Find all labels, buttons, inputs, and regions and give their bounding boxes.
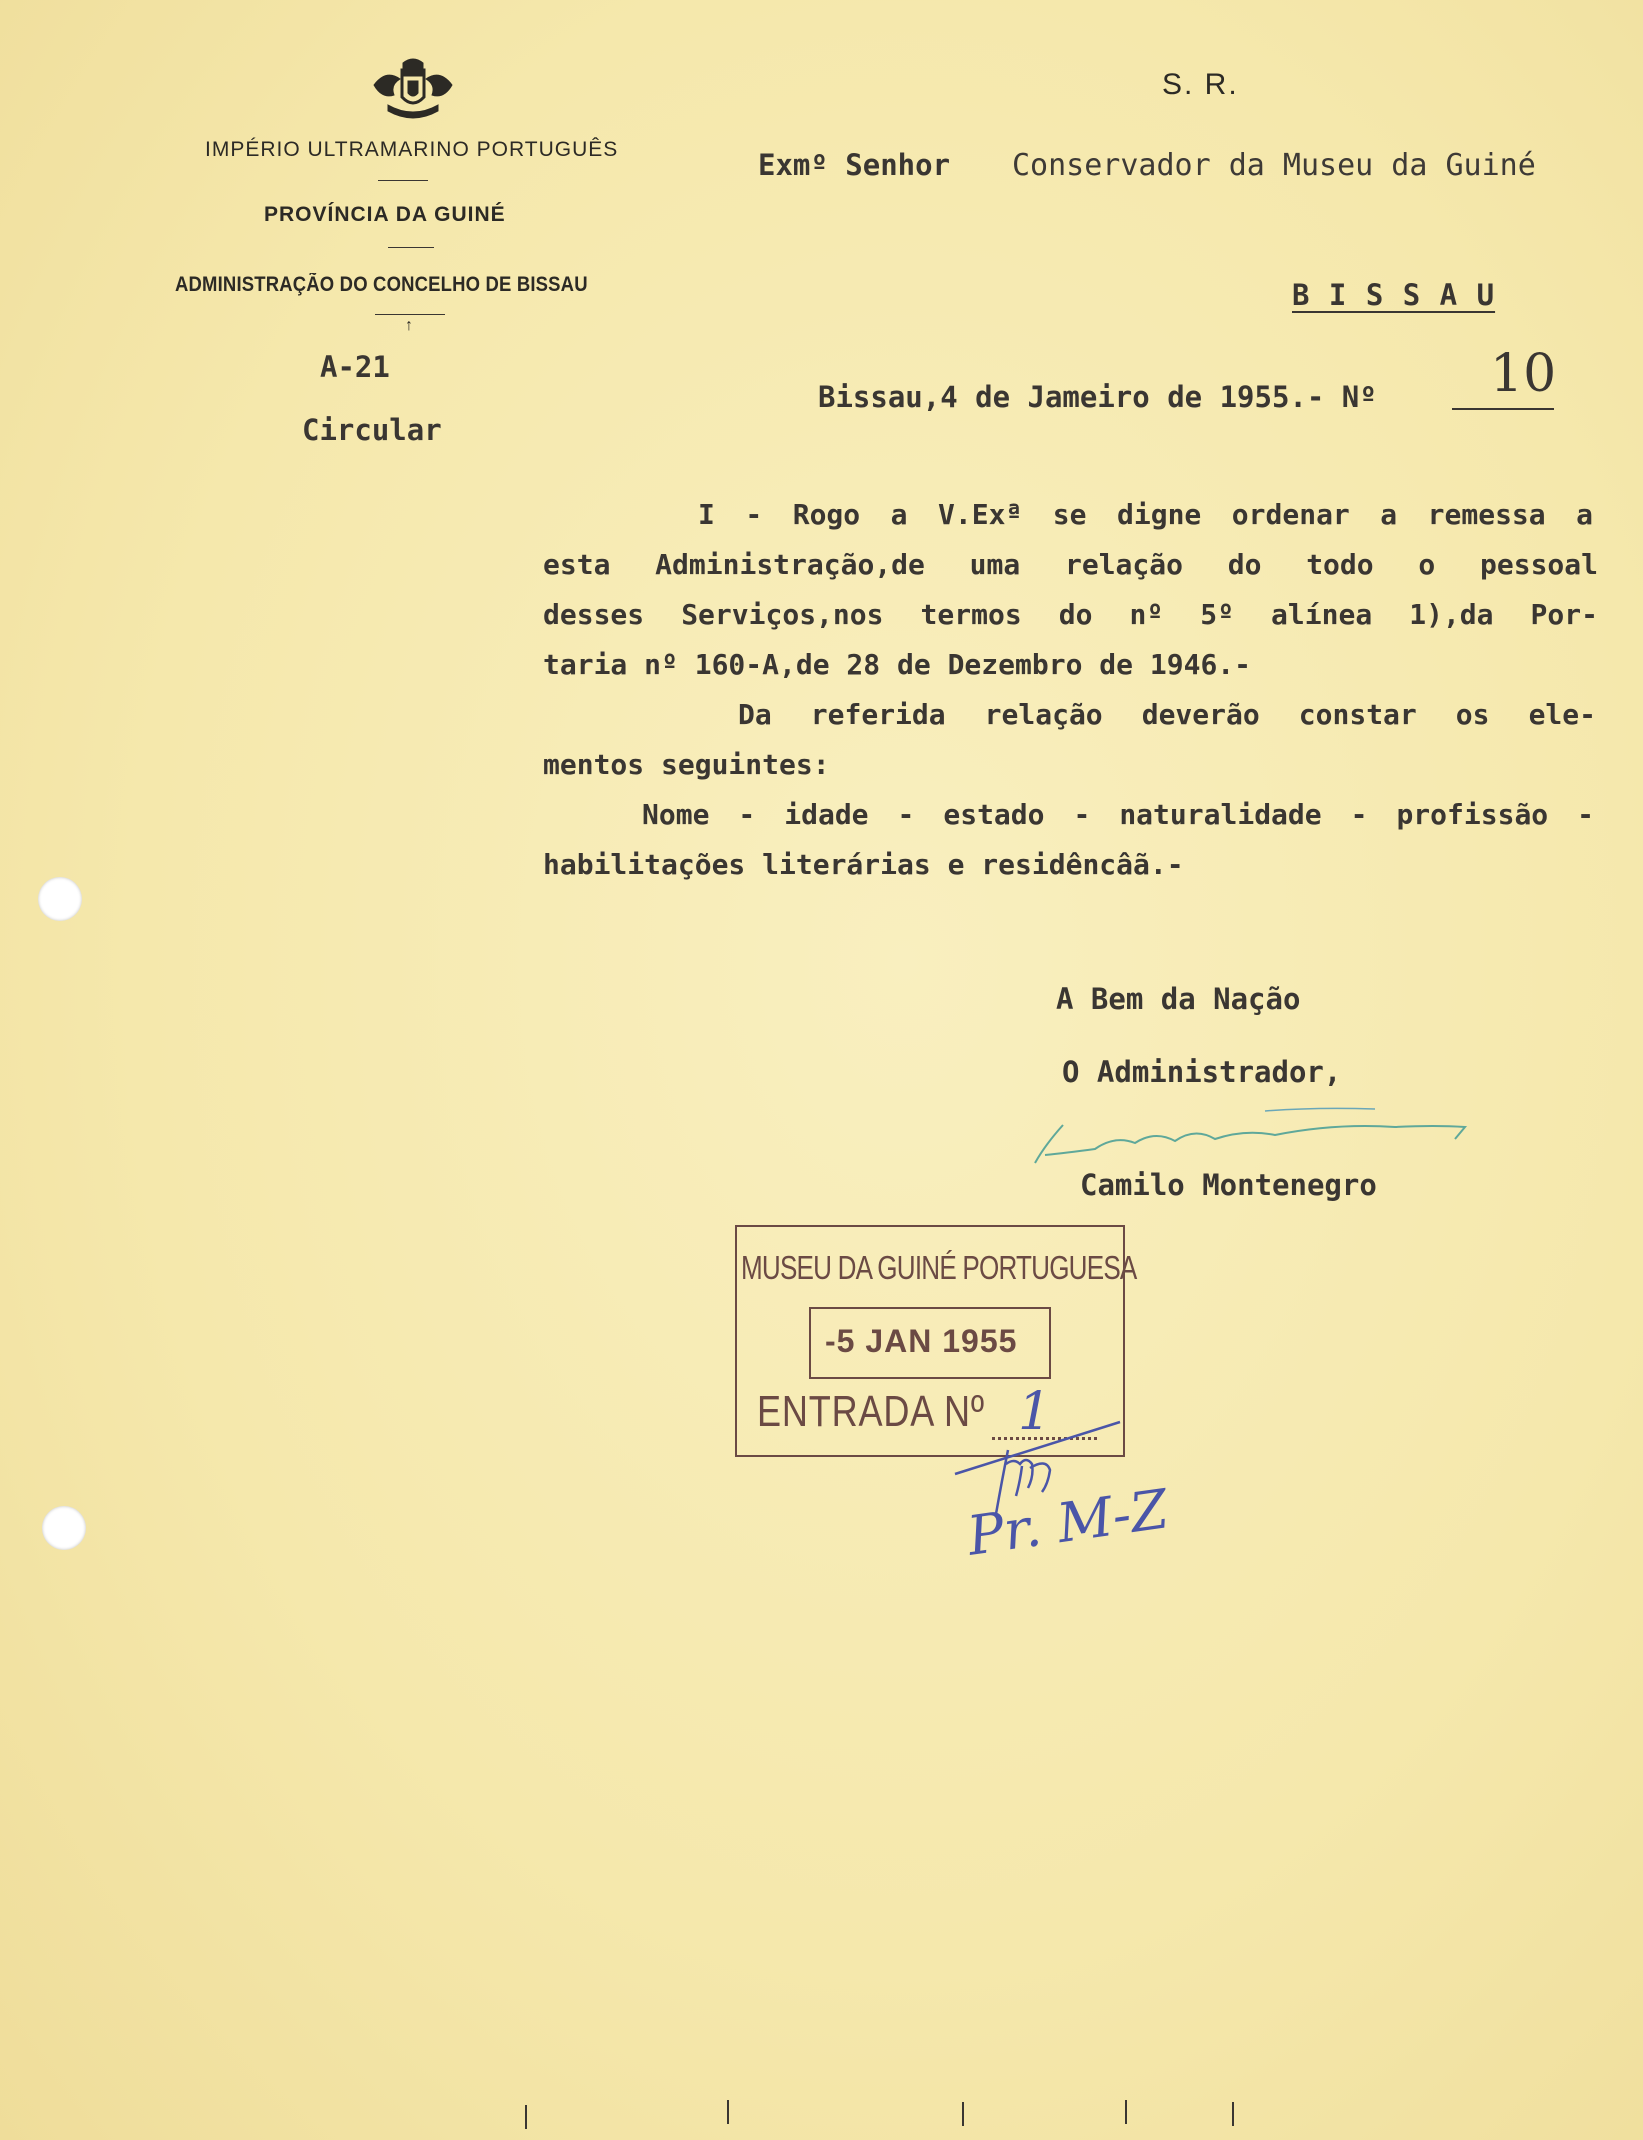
body-line-7: Nome - idade - estado - naturalidade - profissão - xyxy=(642,798,1594,831)
salutation: Exmº Senhor xyxy=(758,148,951,182)
letterhead-emblem-mark: ↑ xyxy=(405,317,413,334)
margin-tick xyxy=(962,2102,964,2126)
recipient: Conservador da Museu da Guiné xyxy=(1012,148,1536,183)
body-line-4: taria nº 160-A,de 28 de Dezembro de 1946.- xyxy=(543,648,1252,681)
coat-of-arms-icon xyxy=(368,55,458,127)
stamp-date-box xyxy=(809,1307,1051,1379)
body-line-5: Da referida relação deverão constar os ele- xyxy=(738,698,1596,731)
letterhead-divider-1 xyxy=(378,180,428,181)
letterhead-province: PROVÍNCIA DA GUINÉ xyxy=(264,203,506,226)
dateline: Bissau,4 de Jameiro de 1955.- Nº xyxy=(818,380,1377,414)
signatory-name: Camilo Montenegro xyxy=(1080,1168,1377,1202)
closing-title: O Administrador, xyxy=(1062,1055,1342,1089)
stamp-institution: MUSEU DA GUINÉ PORTUGUESA xyxy=(741,1249,1137,1286)
closing-motto: A Bem da Nação xyxy=(1056,982,1301,1016)
document-number: 10 xyxy=(1490,344,1557,404)
service-mark: S. R. xyxy=(1162,68,1239,101)
stamp-entry-label: ENTRADA Nº xyxy=(757,1387,985,1436)
body-line-1: I - Rogo a V.Exª se digne ordenar a remessa a xyxy=(698,498,1593,531)
letterhead-divider-2 xyxy=(388,247,434,248)
document-number-underline xyxy=(1452,408,1554,410)
margin-tick xyxy=(525,2105,527,2129)
punch-hole-bottom xyxy=(42,1506,86,1550)
signature-scribble xyxy=(1015,1105,1475,1175)
letterhead-empire: IMPÉRIO ULTRAMARINO PORTUGUÊS xyxy=(205,138,619,161)
letterhead-administration: ADMINISTRAÇÃO DO CONCELHO DE BISSAU xyxy=(175,273,588,296)
margin-tick xyxy=(1232,2102,1234,2126)
stamp-entry-number: 1 xyxy=(1018,1382,1052,1442)
body-line-8: habilitações literárias e residêncâã.- xyxy=(543,848,1184,881)
document-type: Circular xyxy=(302,413,442,447)
handwritten-annotation: Pr. M-Z xyxy=(963,1477,1173,1568)
punch-hole-top xyxy=(38,877,82,921)
margin-tick xyxy=(1125,2100,1127,2124)
body-line-6: mentos seguintes: xyxy=(543,748,830,781)
reference-code: A-21 xyxy=(320,350,390,384)
letterhead-divider-3 xyxy=(375,314,445,315)
recipient-city: B I S S A U xyxy=(1292,278,1496,312)
stamp-date: -5 JAN 1955 xyxy=(825,1323,1018,1359)
margin-tick xyxy=(727,2100,729,2124)
body-line-2: esta Administração,de uma relação do todo o pessoal xyxy=(543,548,1598,581)
body-line-3: desses Serviços,nos termos do nº 5º alínea 1),da Por- xyxy=(543,598,1598,631)
